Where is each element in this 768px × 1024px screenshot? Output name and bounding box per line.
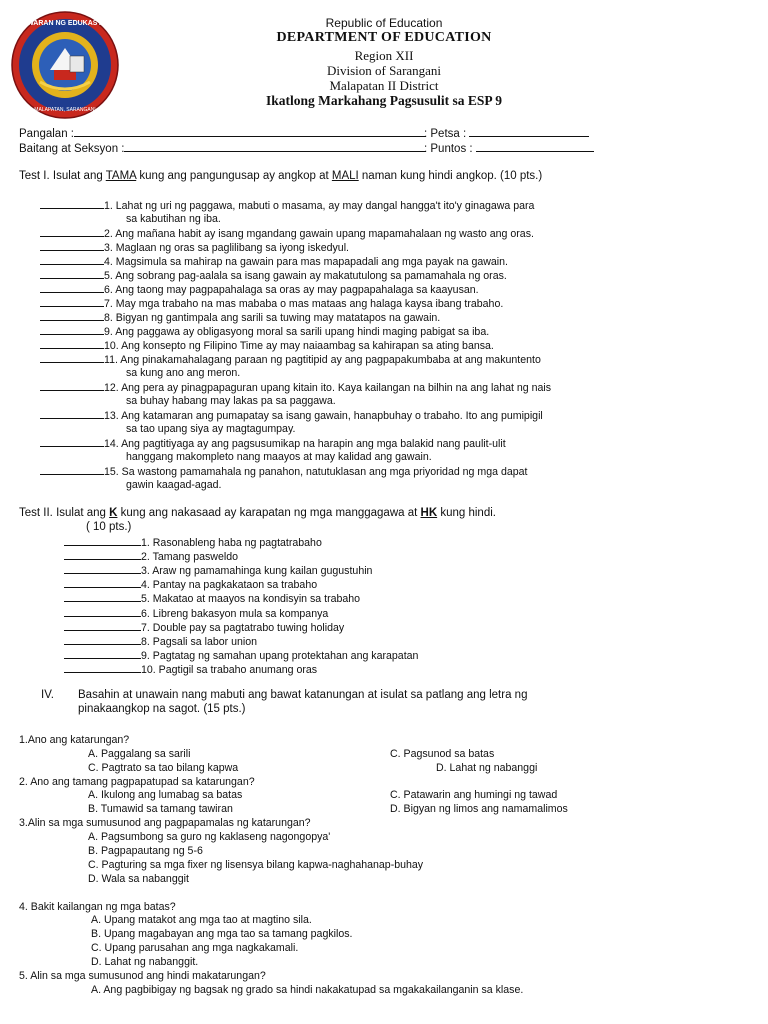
answer-option[interactable]: C. Patawarin ang humingi ng tawad — [390, 789, 558, 802]
answer-blank[interactable] — [40, 226, 104, 237]
test4-instruction-cont: pinakaangkop na sagot. (15 pts.) — [78, 703, 246, 715]
answer-blank[interactable] — [40, 352, 104, 363]
answer-option[interactable]: D. Lahat ng nabanggi — [436, 761, 538, 774]
test2-item-text: 8. Pagsali sa labor union — [141, 635, 258, 648]
mali-keyword: MALI — [331, 170, 359, 182]
test2-item — [64, 577, 317, 592]
answer-option[interactable]: D. Wala sa nabanggit — [88, 872, 189, 885]
answer-blank[interactable] — [40, 436, 104, 447]
test2-item-text: 6. Libreng bakasyon mula sa kompanya — [141, 607, 329, 620]
answer-blank[interactable] — [40, 240, 104, 251]
answer-option[interactable]: B. Upang magabayan ang mga tao sa tamang pagkilos. — [91, 928, 353, 941]
department-title: DEPARTMENT OF EDUCATION — [276, 30, 492, 45]
test4-numeral: IV. — [41, 689, 55, 701]
test2-item — [64, 606, 328, 621]
test1-item — [40, 268, 507, 283]
answer-blank[interactable] — [64, 563, 141, 574]
answer-blank[interactable] — [40, 198, 104, 209]
test2-item-text: 7. Double pay sa pagtatrabo tuwing holiday — [141, 621, 345, 634]
answer-option[interactable]: A. Pagsumbong sa guro ng kaklaseng nagongopya' — [88, 830, 331, 843]
test1-item — [40, 464, 527, 479]
answer-blank[interactable] — [40, 296, 104, 307]
test2-item — [64, 662, 317, 677]
test1-item-text: 14. Ang pagtitiyaga ay ang pagsusumikap na harapin ang mga balakid nang paulit-ulit — [104, 438, 506, 450]
answer-blank[interactable] — [64, 591, 141, 602]
score-field-row — [424, 141, 594, 155]
test1-item-text: 5. Ang sobrang pag-aalala sa isang gawain ay makatutulong sa pamamahala ng oras. — [104, 270, 507, 282]
tama-keyword: TAMA — [105, 170, 137, 182]
answer-blank[interactable] — [64, 535, 141, 546]
test1-item — [40, 254, 508, 269]
test1-item — [40, 296, 503, 311]
name-input-line[interactable] — [74, 126, 426, 137]
answer-blank[interactable] — [64, 634, 141, 645]
test1-item-text: 9. Ang paggawa ay obligasyong moral sa sarili upang hindi maging pabigat sa iba. — [104, 326, 490, 338]
answer-blank[interactable] — [64, 577, 141, 588]
answer-blank[interactable] — [40, 282, 104, 293]
test1-item-continuation: hanggang makompleto nang maayos at may kalidad ang gawain. — [126, 451, 432, 463]
test1-item — [40, 338, 494, 353]
test2-item-text: 2. Tamang pasweldo — [141, 551, 238, 564]
answer-option[interactable]: D. Bigyan ng limos ang namamalimos — [390, 803, 568, 816]
answer-blank[interactable] — [64, 606, 141, 617]
answer-blank[interactable] — [40, 338, 104, 349]
answer-blank[interactable] — [40, 310, 104, 321]
test2-item-text: 1. Rasonableng haba ng pagtatrabaho — [141, 537, 322, 549]
test2-item — [64, 535, 322, 550]
answer-blank[interactable] — [40, 408, 104, 419]
test2-item — [64, 634, 257, 649]
test4-questions — [0, 733, 768, 1024]
grade-section-input-line[interactable] — [124, 141, 426, 152]
test1-intro: Test I. Isulat ang — [19, 170, 106, 182]
answer-option[interactable]: A. Ang pagbibigay ng bagsak ng grado sa hindi nakakatupad sa mgakakailanganin sa klase. — [91, 984, 524, 996]
svg-text:MALAPATAN, SARANGANI: MALAPATAN, SARANGANI — [34, 107, 96, 113]
test2-item — [64, 620, 344, 635]
answer-blank[interactable] — [64, 549, 141, 560]
test2-instruction — [19, 507, 496, 519]
question-text: 4. Bakit kailangan ng mga batas? — [19, 900, 176, 913]
k-keyword: K — [109, 507, 118, 519]
grade-section-label: Baitang at Seksyon : — [19, 143, 125, 155]
test1-item — [40, 310, 440, 325]
test1-item — [40, 380, 551, 395]
test1-item-continuation: sa tao upang siya ay magtagumpay. — [126, 423, 296, 435]
district-line: Malapatan II District — [329, 78, 439, 93]
date-label: : Petsa : — [424, 128, 467, 140]
test1-item-continuation: gawin kaagad-agad. — [126, 479, 222, 491]
test2-item — [64, 549, 238, 564]
answer-blank[interactable] — [64, 662, 141, 673]
test1-item — [40, 282, 479, 297]
svg-text:KAWARAN NG EDUKASYON: KAWARAN NG EDUKASYON — [17, 20, 113, 27]
test1-item-text: 13. Ang katamaran ang pumapatay sa isang gawain, hanapbuhay o trabaho. Ito ang pumipigil — [104, 410, 543, 422]
answer-option[interactable]: A. Paggalang sa sarili — [88, 747, 191, 760]
question-text: 3.Alin sa mga sumusunod ang pagpapamalas ng katarungan? — [19, 817, 311, 830]
test2-points: ( 10 pts.) — [86, 521, 132, 533]
test2-item — [64, 648, 418, 663]
test1-item-text: 3. Maglaan ng oras sa paglilibang sa iyong iskedyul. — [104, 242, 349, 254]
test1-intro-end: naman kung hindi angkop. (10 pts.) — [358, 170, 543, 182]
answer-blank[interactable] — [64, 620, 141, 631]
test2-item — [64, 563, 372, 578]
name-label: Pangalan : — [19, 128, 74, 140]
question-text: 2. Ano ang tamang pagpapatupad sa katarungan? — [19, 775, 255, 788]
test2-item — [64, 591, 360, 606]
answer-option[interactable]: C. Upang parusahan ang mga nagkakamali. — [91, 942, 299, 955]
date-input-line[interactable] — [469, 126, 589, 137]
test1-item — [40, 226, 534, 241]
test1-item-text: 15. Sa wastong pamamahala ng panahon, natutuklasan ang mga priyoridad ng mga dapat — [104, 466, 528, 478]
test2-item-text: 4. Pantay na pagkakataon sa trabaho — [141, 579, 318, 592]
test4-instruction: Basahin at unawain nang mabuti ang bawat katanungan at isulat sa patlang ang letra ng — [78, 689, 528, 701]
answer-blank[interactable] — [40, 464, 104, 475]
exam-title: Ikatlong Markahang Pagsusulit sa ESP 9 — [266, 93, 502, 108]
test2-item-text: 9. Pagtatag ng samahan upang protektahan ang karapatan — [141, 649, 419, 662]
answer-option[interactable]: C. Pagsunod sa batas — [390, 747, 495, 760]
test1-item-text: 8. Bigyan ng gantimpala ang sarili sa tuwing may matatapos na gawain. — [104, 312, 441, 324]
hk-keyword: HK — [420, 507, 438, 519]
test1-item — [40, 352, 541, 367]
answer-blank[interactable] — [64, 648, 141, 659]
test1-instruction — [19, 170, 542, 182]
test2-item-text: 5. Makatao at maayos na kondisyin sa trabaho — [141, 593, 361, 606]
answer-blank[interactable] — [40, 380, 104, 391]
test1-item — [40, 198, 534, 213]
score-label: : Puntos : — [424, 143, 473, 155]
question-text: 1.Ano ang katarungan? — [19, 734, 130, 746]
test1-item-text: 7. May mga trabaho na mas mababa o mas mataas ang halaga kaysa ibang trabaho. — [104, 298, 504, 310]
answer-option[interactable]: B. Tumawid sa tamang tawiran — [88, 803, 233, 816]
test1-item-text: 2. Ang mañana habit ay isang mgandang gawain upang mapamahalaan ng wasto ang oras. — [104, 228, 534, 240]
test1-item-text: 1. Lahat ng uri ng paggawa, mabuti o masama, ay may dangal hangga't ito'y ginagawa para — [104, 200, 535, 212]
test1-item — [40, 408, 543, 423]
test1-item-text: 11. Ang pinakamahalagang paraan ng pagtitipid ay ang pagpapakumbaba at ang makuntento — [104, 354, 541, 366]
division-line: Division of Sarangani — [326, 63, 442, 78]
answer-option[interactable]: A. Upang matakot ang mga tao at magtino sila. — [91, 914, 312, 927]
question-text: 5. Alin sa mga sumusunod ang hindi makatarungan? — [19, 970, 266, 983]
test1-item — [40, 324, 489, 339]
answer-blank[interactable] — [40, 324, 104, 335]
republic-line: Republic of Education — [325, 16, 443, 30]
test1-intro-mid: kung ang pangungusap ay angkop at — [136, 170, 332, 182]
test1-item-text: 10. Ang konsepto ng Filipino Time ay may naiaambag sa kahirapan sa ating bansa. — [104, 340, 494, 352]
test1-item — [40, 436, 506, 451]
answer-option[interactable]: B. Pagpapautang ng 5-6 — [88, 844, 203, 857]
test2-item-text: 3. Araw ng pamamahinga kung kailan gugustuhin — [141, 565, 373, 578]
test1-item-continuation: sa kung ano ang meron. — [126, 367, 241, 379]
test1-item-continuation: sa kabutihan ng iba. — [126, 213, 221, 225]
test1-item — [40, 240, 349, 255]
test1-item-continuation: sa buhay habang may lakas pa sa paggawa. — [126, 395, 336, 407]
answer-option[interactable]: C. Pagtrato sa tao bilang kapwa — [88, 761, 239, 774]
grade-section-field-row — [19, 141, 426, 155]
test2-intro: Test II. Isulat ang — [19, 507, 110, 519]
answer-option[interactable]: A. Ikulong ang lumabag sa batas — [88, 789, 243, 802]
test1-item-text: 6. Ang taong may pagpapahalaga sa oras ay may pagpapahalaga sa kaayusan. — [104, 284, 479, 296]
score-input-line[interactable] — [476, 141, 594, 152]
date-field-row — [424, 126, 589, 140]
test2-item-text: 10. Pagtigil sa trabaho anumang oras — [141, 663, 318, 676]
name-field-row — [19, 126, 426, 140]
test2-intro-mid: kung ang nakasaad ay karapatan ng mga manggagawa at — [117, 507, 421, 519]
test1-item-text: 12. Ang pera ay pinagpapaguran upang kitain ito. Kaya kailangan na bilhin na ang lahat ng nais — [104, 382, 552, 394]
answer-blank[interactable] — [40, 254, 104, 265]
answer-blank[interactable] — [40, 268, 104, 279]
test2-intro-end: kung hindi. — [437, 507, 496, 519]
answer-option[interactable]: D. Lahat ng nabanggit. — [91, 956, 199, 969]
answer-option[interactable]: C. Pagturing sa mga fixer ng lisensya bilang kapwa-naghahanap-buhay — [88, 858, 424, 871]
region-line: Region XII — [354, 48, 414, 63]
test1-item-text: 4. Magsimula sa mahirap na gawain para mas mapapadali ang mga payak na gawain. — [104, 256, 508, 268]
